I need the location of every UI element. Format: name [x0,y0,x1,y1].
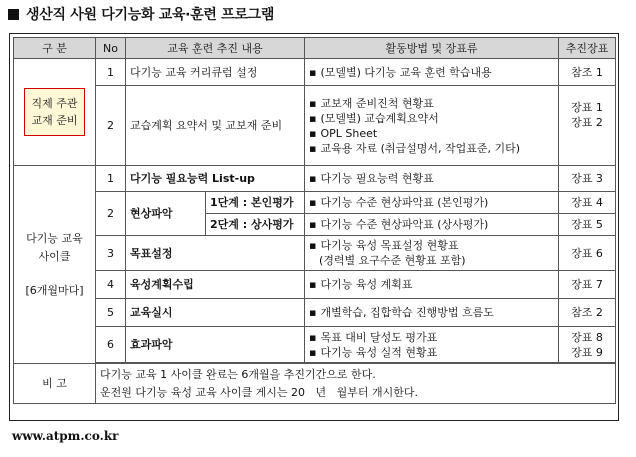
row-method: ▪ (모델별) 다기능 교육 훈련 학습내용 [305,59,559,86]
row-content: 목표설정 [126,236,305,271]
row-subcontent: 2단계 : 상사평가 [206,214,305,236]
program-table-frame [9,33,619,421]
header-method: 활동방법 및 장표류 [305,38,559,59]
row-content: 효과파악 [126,327,305,363]
row-ref: 장표 7 [559,271,616,299]
page-title [8,4,274,24]
row-no: 2 [96,192,126,236]
title-square-icon [8,9,19,20]
row-method: ▪ 다기능 육성 계획표 [305,271,559,299]
row-no: 2 [96,86,126,166]
table-row [14,192,616,214]
row-method: ▪ 목표 대비 달성도 평가표 ▪ 다기능 육성 실적 현황표 [305,327,559,363]
row-ref: 장표 3 [559,166,616,192]
row-method: ▪ 개별학습, 집합학습 진행방법 흐름도 [305,299,559,327]
row-content: 다기능 필요능력 List-up [126,166,305,192]
table-row [14,59,616,86]
row-method: ▪ 다기능 수준 현상파악표 (본인평가) [305,192,559,214]
row-ref: 장표 8 장표 9 [559,327,616,363]
table-header-row [14,38,616,59]
group1-category-cell [14,59,96,166]
table-row [14,166,616,192]
row-ref: 참조 2 [559,299,616,327]
remarks-row [14,364,616,404]
row-no: 4 [96,271,126,299]
row-no: 1 [96,59,126,86]
table-row [14,86,616,166]
row-no: 5 [96,299,126,327]
footer-url: www.atpm.co.kr [12,429,119,443]
row-method: ▪ 다기능 수준 현상파악표 (상사평가) [305,214,559,236]
row-method: ▪ 다기능 육성 목표설정 현황표 (경력별 요구수준 현황표 포함) [305,236,559,271]
header-ref: 추진장표 [559,38,616,59]
row-ref: 장표 4 [559,192,616,214]
remarks-label: 비 고 [14,364,96,404]
row-method: ▪ 다기능 필요능력 현황표 [305,166,559,192]
row-ref: 장표 5 [559,214,616,236]
row-no: 3 [96,236,126,271]
row-content: 교육실시 [126,299,305,327]
table-row [14,236,616,271]
page-title-text: 생산직 사원 다기능화 교육·훈련 프로그램 [26,7,275,23]
group1-category-highlight: 직제 주관 교재 준비 [24,88,84,136]
row-no: 6 [96,327,126,363]
row-content: 현상파악 [126,192,206,236]
row-no: 1 [96,166,126,192]
row-content: 다기능 교육 커리큐럼 설정 [126,59,305,86]
table-row [14,271,616,299]
remarks-content: 다기능 교육 1 사이클 완료는 6개월을 추진기간으로 한다. 운전원 다기능 육성 교육 사이클 게시는 20 년 월부터 개시한다. [96,364,616,404]
row-ref: 참조 1 [559,59,616,86]
header-no: No [96,38,126,59]
table-row [14,299,616,327]
row-ref: 장표 6 [559,236,616,271]
program-table [13,37,616,404]
row-content: 육성계획수립 [126,271,305,299]
row-subcontent: 1단계 : 본인평가 [206,192,305,214]
group2-category-cell: 다기능 교육 사이클 [6개월마다] [14,166,96,364]
row-ref: 장표 1 장표 2 [559,86,616,166]
header-content: 교육 훈련 추진 내용 [126,38,305,59]
header-category: 구 분 [14,38,96,59]
row-content: 교습계획 요약서 및 교보재 준비 [126,86,305,166]
row-method: ▪ 교보재 준비진척 현황표 ▪ (모델별) 교습계획요약서 ▪ OPL Sheet ▪ 교육용 자료 (취급설명서, 작업표준, 기타) [305,86,559,166]
table-row [14,327,616,363]
